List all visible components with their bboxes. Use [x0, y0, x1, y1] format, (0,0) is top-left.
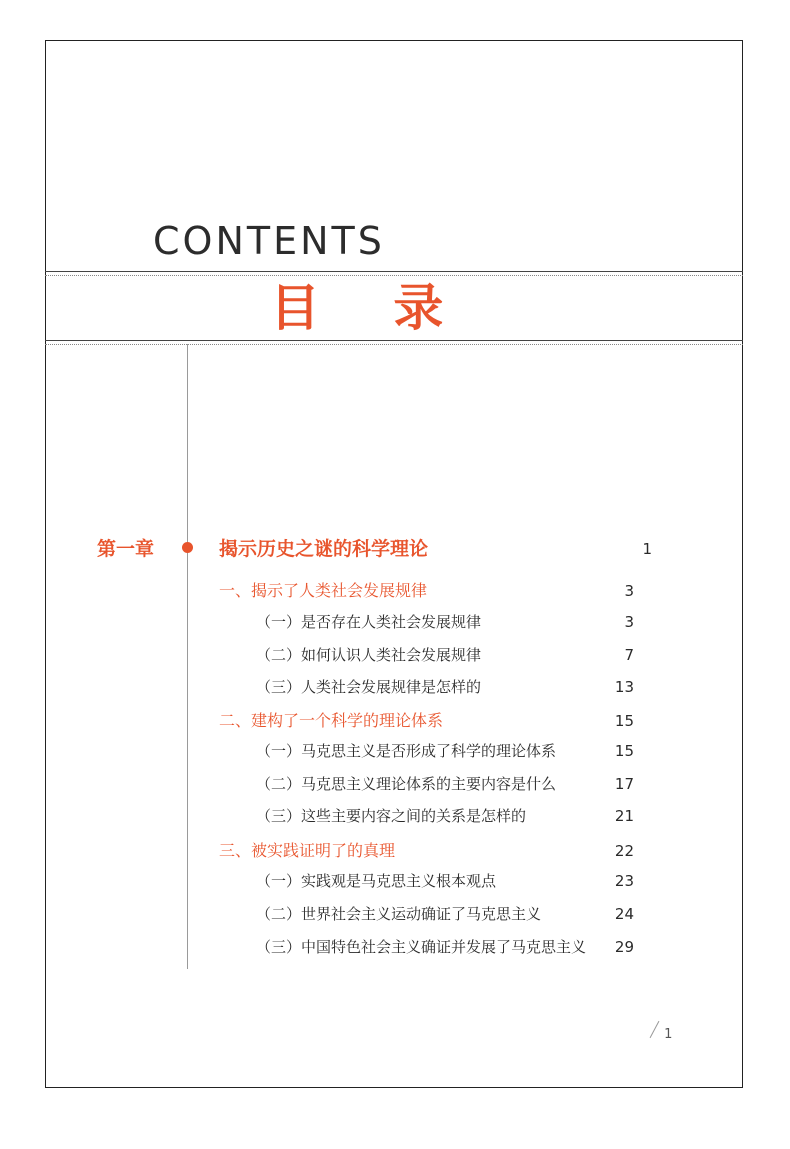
- toc-vertical-divider: [187, 344, 188, 969]
- header-rule-bottom: [45, 340, 743, 341]
- toc-page-number: 24: [614, 905, 634, 923]
- header-rule-top-dotted: [45, 275, 743, 276]
- toc-subsection-title: （三）这些主要内容之间的关系是怎样的: [256, 807, 527, 825]
- toc-page-number: 21: [614, 807, 634, 825]
- toc-page-number: 29: [614, 938, 634, 956]
- toc-page-number: 3: [624, 613, 634, 631]
- header-rule-top: [45, 271, 743, 272]
- toc-section-title: 三、被实践证明了的真理: [219, 841, 396, 860]
- toc-subsection-title: （三）中国特色社会主义确证并发展了马克思主义: [256, 938, 587, 956]
- chapter-label: 第一章: [97, 538, 155, 560]
- page-frame: [45, 40, 743, 1088]
- toc-page-number: 23: [614, 872, 634, 890]
- chapter-title: 揭示历史之谜的科学理论: [219, 538, 429, 560]
- toc-subsection-title: （一）实践观是马克思主义根本观点: [256, 872, 497, 890]
- toc-page-number: 15: [614, 742, 634, 760]
- toc-subsection-title: （一）是否存在人类社会发展规律: [256, 613, 482, 631]
- chapter-page-number: 1: [642, 540, 652, 558]
- footer-page-number: 1: [664, 1027, 673, 1042]
- toc-subsection-title: （一）马克思主义是否形成了科学的理论体系: [256, 742, 557, 760]
- toc-page-number: 13: [614, 678, 634, 696]
- toc-page-number: 3: [624, 582, 634, 600]
- contents-heading: CONTENTS: [153, 219, 385, 263]
- toc-page-number: 15: [614, 712, 634, 730]
- toc-subsection-title: （二）如何认识人类社会发展规律: [256, 646, 482, 664]
- toc-subsection-title: （二）世界社会主义运动确证了马克思主义: [256, 905, 542, 923]
- page-footer: [648, 1020, 672, 1042]
- toc-page-number: 7: [624, 646, 634, 664]
- toc-section-title: 一、揭示了人类社会发展规律: [219, 581, 428, 600]
- page-slash-icon: [648, 1020, 660, 1038]
- toc-page-number: 22: [614, 842, 634, 860]
- toc-subsection-title: （三）人类社会发展规律是怎样的: [256, 678, 482, 696]
- chapter-bullet-icon: [182, 542, 193, 553]
- toc-section-title: 二、建构了一个科学的理论体系: [219, 711, 444, 730]
- toc-page-number: 17: [614, 775, 634, 793]
- mulu-heading: 目 录: [270, 279, 472, 337]
- toc-subsection-title: （二）马克思主义理论体系的主要内容是什么: [256, 775, 557, 793]
- header-rule-bottom-dotted: [45, 344, 743, 345]
